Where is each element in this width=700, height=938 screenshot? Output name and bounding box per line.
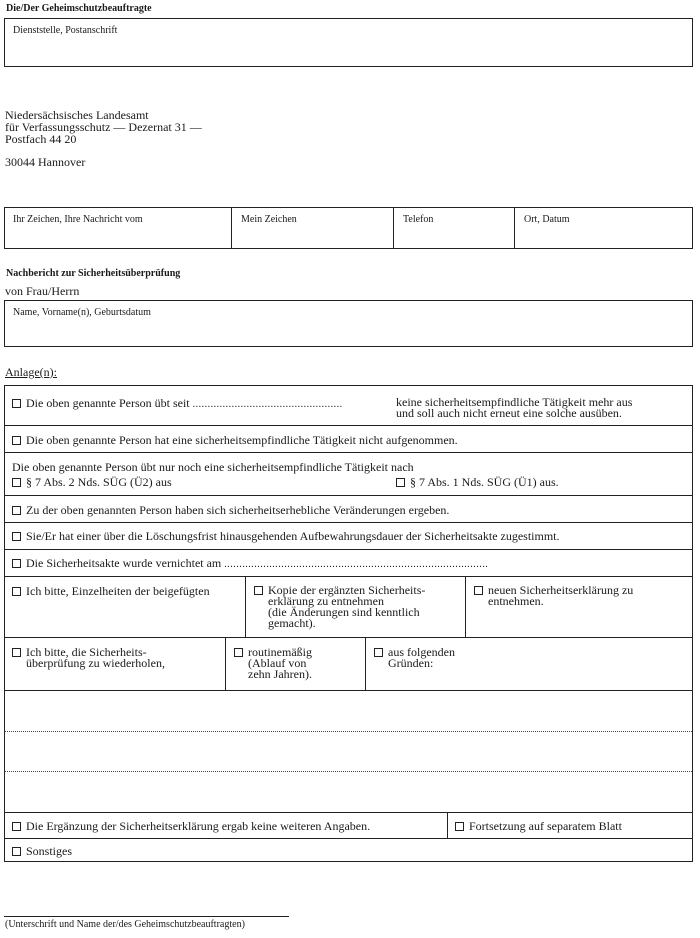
reference-row (4, 207, 693, 249)
option-see-details-text: Ich bitte, Einzelheiten der beigefügten (26, 584, 210, 598)
checkbox-icon[interactable] (455, 822, 464, 831)
reason-line-1[interactable] (5, 731, 692, 732)
recipient-line1: Niedersächsisches Landesamt (5, 108, 149, 122)
report-title: Nachbericht zur Sicherheitsüberprüfung (6, 268, 181, 279)
checkbox-icon[interactable] (254, 586, 263, 595)
option-other[interactable] (12, 845, 72, 857)
checkbox-icon[interactable] (12, 648, 21, 657)
reason-line-2[interactable] (5, 771, 692, 772)
reasons-line1: aus folgenden (388, 645, 455, 659)
option-ceased-text: Die oben genannte Person übt seit (26, 396, 190, 410)
option-retention-text: Sie/Er hat einer über die Löschungsfrist hinausgehenden Aufbewahrungsdauer der Sicherheitsakte zugestimmt. (26, 529, 560, 543)
option-routine[interactable] (234, 647, 312, 680)
checkbox-icon[interactable] (12, 847, 21, 856)
recipient-city: 30044 Hannover (5, 155, 86, 169)
checkbox-icon[interactable] (234, 648, 243, 657)
officer-title: Die/Der Geheimschutzbeauftragte (6, 3, 152, 14)
option-new-declaration[interactable] (474, 585, 633, 607)
routine-line3: zehn Jahren). (248, 667, 312, 681)
option-not-started[interactable] (12, 434, 458, 446)
option-repeat-check[interactable] (12, 647, 165, 669)
option-retention-consent[interactable] (12, 530, 560, 542)
option-changes[interactable] (12, 504, 449, 516)
recipient-address (5, 109, 202, 168)
checkbox-icon[interactable] (12, 559, 21, 568)
recipient-line2: für Verfassungsschutz — Dezernat 31 — (5, 120, 202, 134)
person-field[interactable] (4, 300, 693, 347)
option-level-u1[interactable] (396, 476, 559, 488)
option-see-details[interactable] (12, 585, 210, 597)
option-ceased-activity[interactable] (12, 397, 343, 411)
option-changes-text: Zu der oben genannten Person haben sich sicherheitserhebliche Veränderungen ergeben. (26, 503, 450, 517)
repeat-line2: überprüfung zu wiederholen, (26, 656, 165, 670)
date-dots[interactable]: .................................................. (192, 399, 343, 410)
checkbox-icon[interactable] (474, 586, 483, 595)
office-field-label: Dienststelle, Postanschrift (13, 25, 118, 36)
option-reduced-level-text: Die oben genannte Person übt nur noch eine sicherheitsempfindliche Tätigkeit nach (12, 460, 414, 474)
copy-line1: Kopie der ergänzten Sicherheits- (268, 583, 426, 597)
reasons-line2: Gründen: (388, 656, 434, 670)
checkbox-icon[interactable] (12, 478, 21, 487)
recipient-line3: Postfach 44 20 (5, 132, 77, 146)
checkbox-icon[interactable] (12, 587, 21, 596)
checkbox-icon[interactable] (12, 436, 21, 445)
option-level-u1-text: § 7 Abs. 1 Nds. SÜG (Ü1) aus. (410, 475, 559, 489)
option-copy-declaration[interactable] (254, 585, 425, 629)
repeat-line1: Ich bitte, die Sicherheits- (26, 645, 147, 659)
attachments-label: Anlage(n): (5, 365, 57, 379)
option-ceased-cont2: und soll auch nicht erneut eine solche ausüben. (396, 406, 622, 420)
option-not-started-text: Die oben genannte Person hat eine sicherheitsempfindliche Tätigkeit nicht aufgenommen. (26, 433, 458, 447)
your-reference-label: Ihr Zeichen, Ihre Nachricht vom (13, 214, 143, 225)
copy-line4: gemacht). (268, 616, 316, 630)
option-file-destroyed[interactable] (12, 557, 488, 571)
other-text: Sonstiges (26, 844, 73, 858)
checkbox-icon[interactable] (12, 399, 21, 408)
my-reference-label: Mein Zeichen (241, 214, 297, 225)
option-ceased-cont1: keine sicherheitsempfindliche Tätigkeit mehr aus (396, 395, 633, 409)
signature-label: (Unterschrift und Name der/des Geheimschutzbeauftragten) (5, 919, 245, 930)
option-destroyed-text: Die Sicherheitsakte wurde vernichtet am (26, 556, 222, 570)
checkbox-icon[interactable] (12, 532, 21, 541)
no-further-info-text: Die Ergänzung der Sicherheitserklärung ergab keine weiteren Angaben. (26, 819, 371, 833)
option-level-u2-text: § 7 Abs. 2 Nds. SÜG (Ü2) aus (26, 475, 172, 489)
checkbox-icon[interactable] (396, 478, 405, 487)
place-date-label: Ort, Datum (524, 214, 570, 225)
continuation-text: Fortsetzung auf separatem Blatt (469, 819, 622, 833)
routine-line1: routinemäßig (248, 645, 312, 659)
signature-line[interactable] (4, 916, 289, 917)
option-continuation-sheet[interactable] (455, 820, 622, 832)
new-decl-line1: neuen Sicherheitserklärung zu (488, 583, 634, 597)
checkbox-icon[interactable] (12, 506, 21, 515)
option-level-u2[interactable] (12, 476, 172, 488)
phone-label: Telefon (403, 214, 434, 225)
option-no-further-info[interactable] (12, 820, 370, 832)
checkbox-icon[interactable] (374, 648, 383, 657)
destroyed-date-dots[interactable]: ........................................................................................ (224, 559, 489, 570)
person-field-label: Name, Vorname(n), Geburtsdatum (13, 307, 151, 318)
new-decl-line2: entnehmen. (488, 594, 544, 608)
office-address-field[interactable] (4, 18, 693, 67)
routine-line2: (Ablauf von (248, 656, 307, 670)
option-reasons[interactable] (374, 647, 455, 669)
copy-line2: erklärung zu entnehmen (268, 594, 384, 608)
checkbox-icon[interactable] (12, 822, 21, 831)
copy-line3: (die Änderungen sind kenntlich (268, 605, 420, 619)
person-prefix: von Frau/Herrn (5, 284, 80, 298)
